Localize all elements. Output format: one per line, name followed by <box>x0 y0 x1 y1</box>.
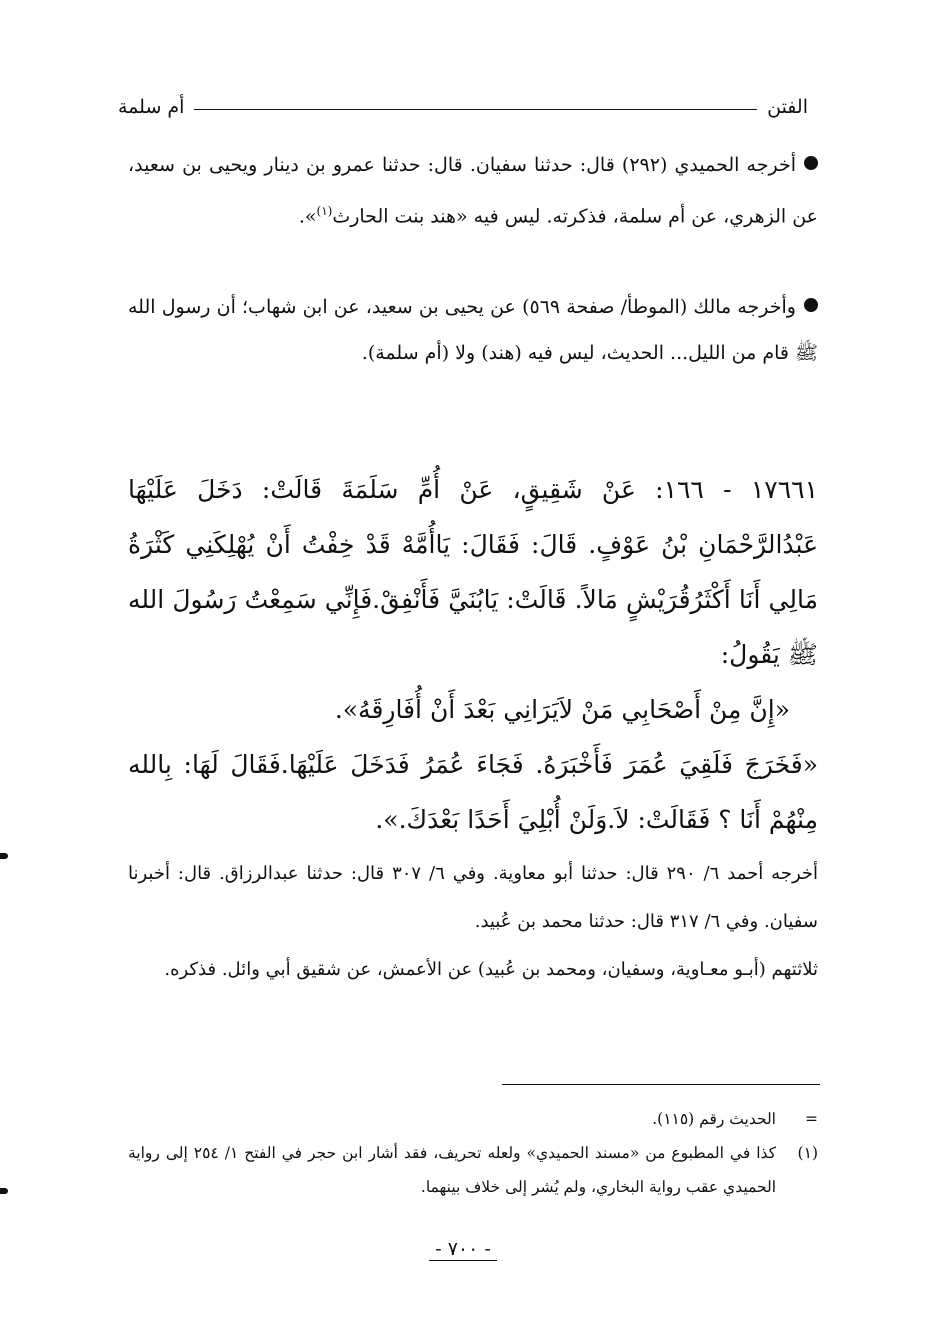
running-header <box>118 88 808 118</box>
footnotes <box>128 1102 818 1204</box>
hadith-quote: «إِنَّ مِنْ أَصْحَابِي مَنْ لاَيَرَانِي بَعْدَ أَنْ أُفَارِقَهُ». <box>334 695 790 724</box>
page-number <box>0 1238 926 1260</box>
hadith-text <box>128 462 818 847</box>
footnote-mark: = <box>805 1110 818 1128</box>
note-text-closing: ». <box>298 205 317 228</box>
footnote-mark: (١) <box>797 1144 818 1162</box>
bullet-icon <box>804 298 818 312</box>
takhrij-paragraph: أخرجه أحمد ٦/ ٢٩٠ قال: حدثنا أبو معاوية. وفي ٦/ ٣٠٧ قال: حدثنا عبدالرزاق. قال: أخبرنا سفيان. وفي ٦/ ٣١٧ قال: حدثنا محمد بن عُبيد. <box>128 863 819 932</box>
footnote-item <box>128 1102 818 1136</box>
scan-edge-mark <box>0 853 8 859</box>
hadith-outro: «فَخَرَجَ فَلَقِيَ عُمَرَ فَأَخْبَرَهُ. فَجَاءَ عُمَرُ فَدَخَلَ عَلَيْهَا.فَقَالَ لَهَا: بِالله مِنْهُمْ أَنَا ؟ فَقَالَتْ: لاَ.وَلَنْ أُبْلِيَ أَحَدًا بَعْدَكَ.». <box>128 750 818 834</box>
bullet-icon <box>804 156 818 170</box>
footnote-reference: (١) <box>316 204 333 218</box>
note-text: أخرجه الحميدي (٢٩٢) قال: حدثنا سفيان. قال: حدثنا عمرو بن دينار ويحيى بن سعيد، عن الزهري، عن أم سلمة، فذكرته. ليس فيه «هند بنت الحارث <box>128 154 818 228</box>
chapter-title: الفتن <box>767 96 808 118</box>
note-text: وأخرجه مالك (الموطأ/ صفحة ٥٦٩) عن يحيى بن سعيد، عن ابن شهاب؛ أن رسول الله ﷺ قام من الليل... الحديث، ليس فيه (هند) ولا (أم سلمة). <box>128 296 818 364</box>
hadith-intro: ١٧٦٦١ - ١٦٦: عَنْ شَقِيقٍ، عَنْ أُمِّ سَلَمَةَ قَالَتْ: دَخَلَ عَلَيْهَا عَبْدُالرَّحْمَانِ بْنُ عَوْفٍ. قَالَ: فَقَالَ: يَاأُمَّهْ قَدْ خِفْتُ أَنْ يُهْلِكَنِي كَثْرَةُ مَالِي أَنَا أَكْثَرُقُرَيْشٍ مَالاً. قَالَتْ: يَابُنَيَّ فَأَنْفِقْ.فَإِنِّي سَمِعْتُ رَسُولَ الله ﷺ يَقُولُ: <box>128 475 818 669</box>
footnote-text: الحديث رقم (١١٥). <box>652 1110 776 1128</box>
footnote-separator <box>502 1084 820 1085</box>
header-rule <box>194 109 757 110</box>
note-humaydi <box>128 142 818 239</box>
footnote-item <box>128 1136 818 1204</box>
note-malik <box>128 284 818 376</box>
page-number-text: - ٧٠٠ - <box>429 1238 497 1261</box>
takhrij-section <box>128 850 818 994</box>
scan-edge-mark <box>0 1188 8 1194</box>
section-title: أم سلمة <box>118 96 185 118</box>
takhrij-paragraph: ثلاثتهم (أبـو معـاوية، وسفيان، ومحمد بن عُبيد) عن الأعمش، عن شقيق أبي وائل. فذكره. <box>164 959 818 980</box>
footnote-text: كذا في المطبوع من «مسند الحميدي» ولعله تحريف، فقد أشار ابن حجر في الفتح ١/ ٢٥٤ إلى رواية الحميدي عقب رواية البخاري، ولم يُشر إلى خلاف بينهما. <box>128 1144 777 1196</box>
